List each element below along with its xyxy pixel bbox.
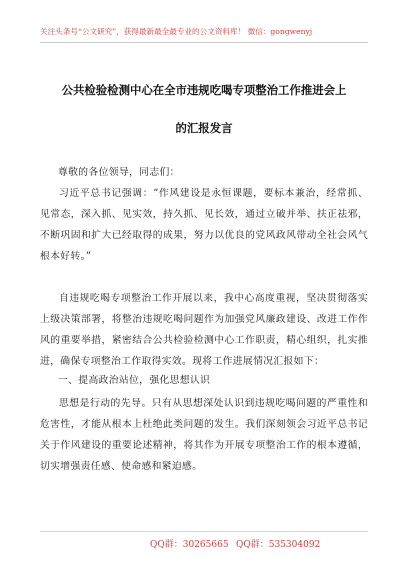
paragraph-section-1: 思想是行动的先导。只有从思想深处认识到违规吃喝问题的严重性和危害性，才能从根本上杜绝此类问题的发生。我们深刻领会习近平总书记关于作风建设的重要论述精神，将其作为开展专项整治工作的根本遵循，切实增强责任感、使命感和紧迫感。	[40, 398, 368, 472]
section-heading-1: 一、提高政治站位，强化思想认识	[58, 375, 211, 386]
greeting: 尊敬的各位领导，同志们：	[58, 167, 180, 178]
header-banner: 关注头条号“公文研究”，获得最新最全最专业的公文资料库！ 微信：gongwenyj	[40, 27, 313, 36]
footer-qq-group-2: QQ群：535304092	[236, 540, 321, 550]
footer-divider	[40, 531, 368, 532]
paragraph-quote: 习近平总书记强调：“作风建设是永恒课题，要标本兼治，经常抓、见常态，深入抓、见实效，持久抓、见长效，通过立破并举、扶正祛邪，不断巩固和扩大已经取得的成果，努力以优良的党风政风带动全社会风气根本好转。”	[40, 188, 368, 262]
document-title-line-1: 公共检验检测中心在全市违规吃喝专项整治工作推进会上	[61, 83, 347, 97]
footer-qq-group-1: QQ群：30265665	[150, 540, 229, 550]
header-divider	[40, 42, 368, 43]
paragraph-overview: 自违规吃喝专项整治工作开展以来，我中心高度重视，坚决贯彻落实上级决策部署，将整治违规吃喝问题作为加强党风廉政建设、改进工作作风的重要举措，紧密结合公共检验检测中心工作职责，精心组织，扎实推进，确保专项整治工作取得实效。现将工作进展情况汇报如下：	[40, 293, 368, 367]
document-title-line-2: 的汇报发言	[175, 121, 233, 135]
